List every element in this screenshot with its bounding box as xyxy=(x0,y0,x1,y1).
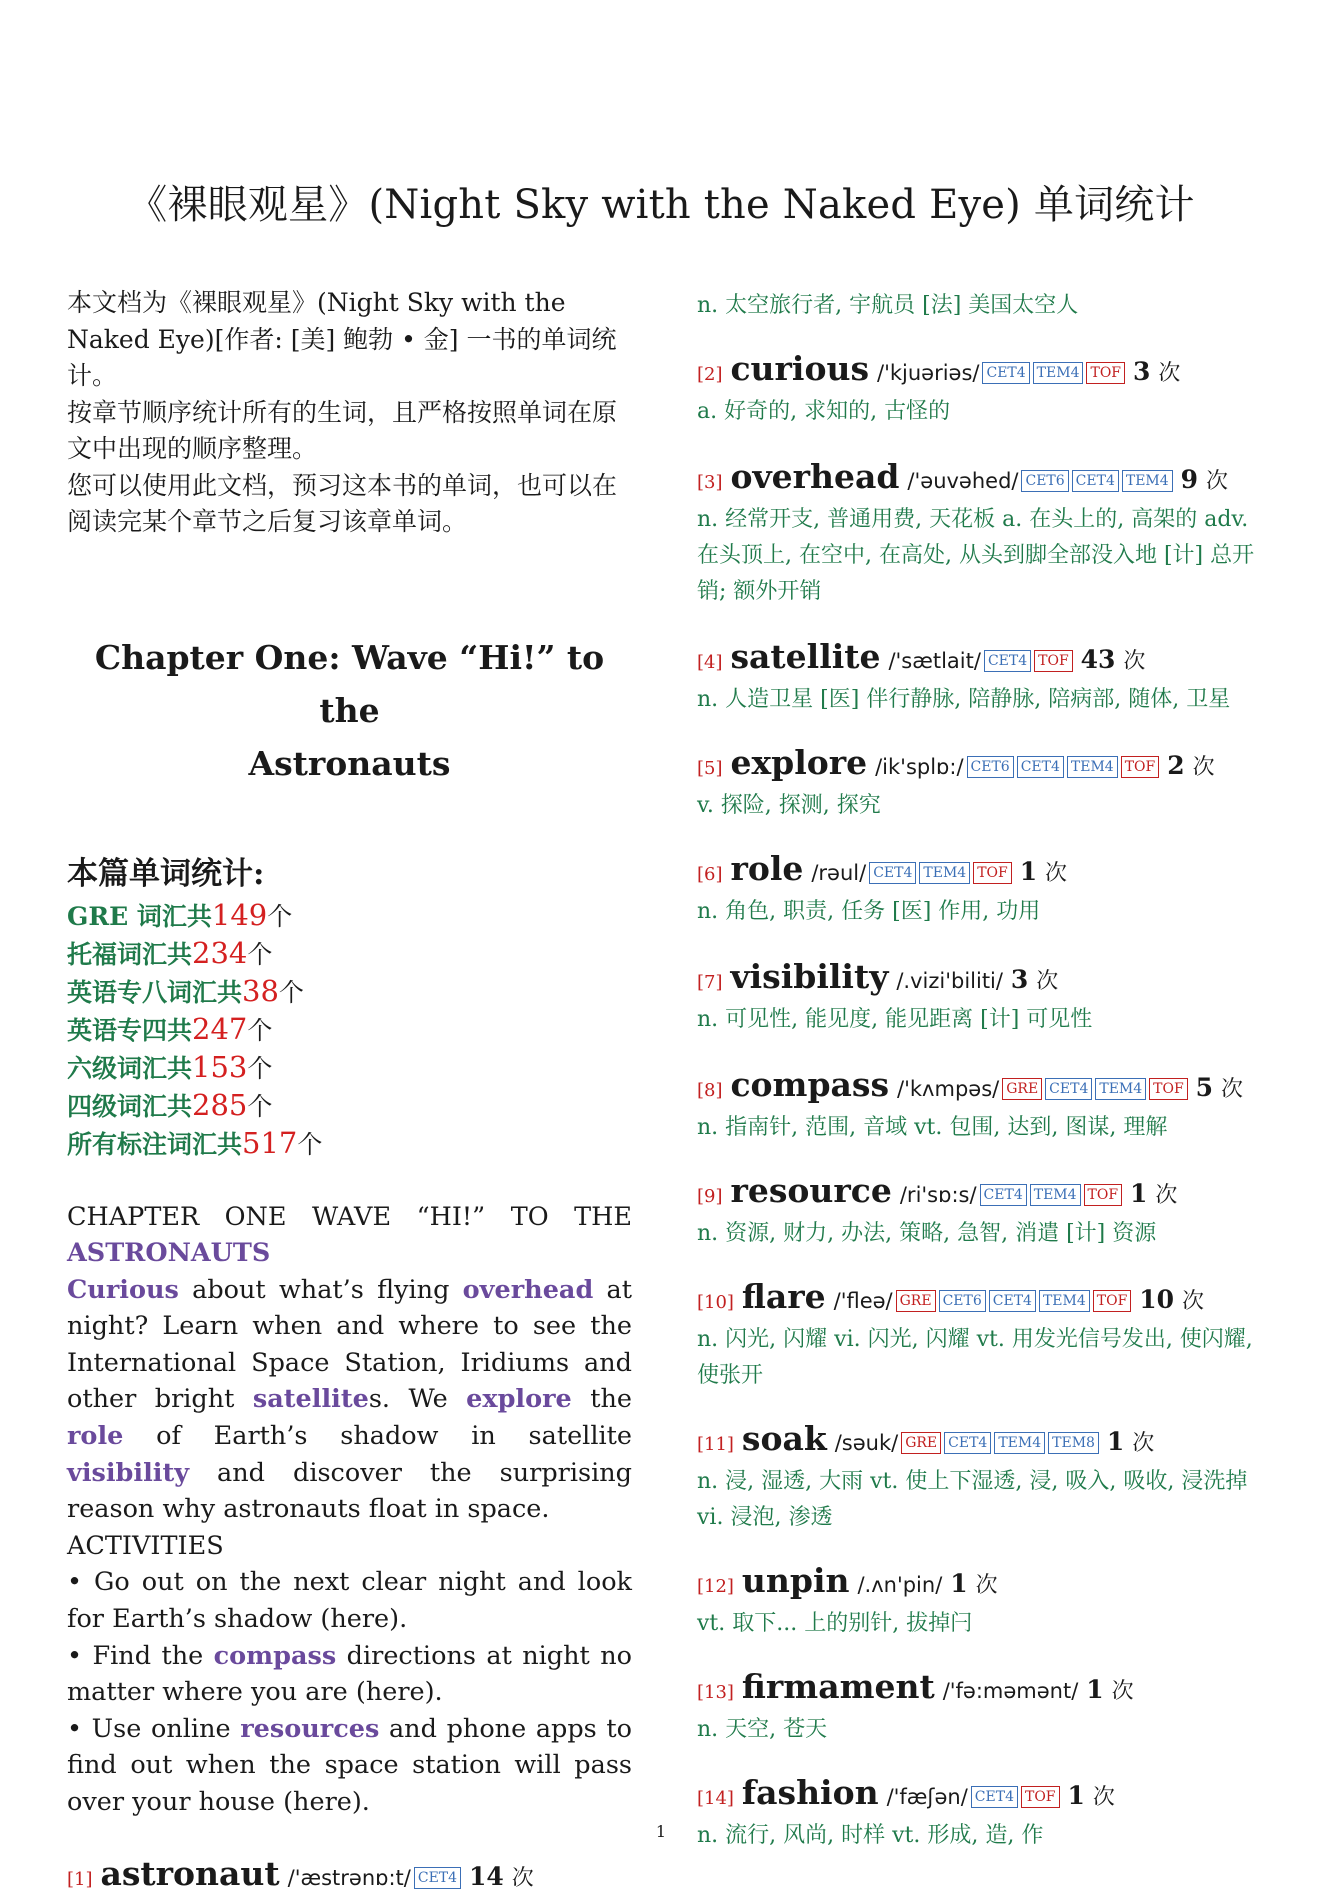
entry-count-unit: 次 xyxy=(1132,1431,1155,1456)
entry-word: satellite xyxy=(730,637,881,676)
exam-tag: TEM8 xyxy=(1048,1432,1099,1454)
stat-count: 38 xyxy=(242,973,279,1008)
entry-head xyxy=(67,1855,632,1899)
entry-head xyxy=(697,1668,1272,1712)
passage-text: • Find the xyxy=(67,1640,214,1671)
keyword: role xyxy=(67,1421,124,1452)
stat-row xyxy=(67,935,632,973)
entry-index: [1] xyxy=(67,1868,93,1890)
chapter-heading-line: Chapter One: Wave “Hi!” to the xyxy=(94,637,605,730)
entry-index: [2] xyxy=(697,364,723,385)
entry-count-unit: 次 xyxy=(1092,1785,1115,1810)
entry-count-unit: 次 xyxy=(511,1865,534,1891)
entry-count: 1 xyxy=(1067,1781,1085,1810)
passage-text: of Earth’s shadow in satellite xyxy=(123,1421,632,1452)
entry-definition: v. 探险, 探测, 探究 xyxy=(697,793,881,818)
word-entry xyxy=(697,1668,1272,1748)
exam-tag: GRE xyxy=(1002,1078,1042,1100)
exam-tag: TEM4 xyxy=(1122,470,1173,492)
word-entry xyxy=(697,458,1272,610)
entry-count-unit: 次 xyxy=(1123,649,1146,674)
entry-definition: a. 好奇的, 求知的, 古怪的 xyxy=(697,399,951,424)
entry-definition: n. 经常开支, 普通用费, 天花板 a. 在头上的, 高架的 adv. 在头顶上, 在空中, 在高处, 从头到脚全部没入地 [计] 总开销; 额外开销 xyxy=(697,507,1255,604)
entry-word: explore xyxy=(730,743,868,782)
entry-head xyxy=(697,1172,1272,1216)
keyword: ASTRONAUTS xyxy=(67,1238,271,1269)
stat-label: 英语专八词汇共 xyxy=(67,977,243,1007)
entry-word: soak xyxy=(741,1419,827,1458)
entry-index: [7] xyxy=(697,972,723,993)
entry-count: 1 xyxy=(950,1569,968,1598)
exam-tag: CET4 xyxy=(989,1290,1036,1312)
exam-tag: CET4 xyxy=(980,1184,1027,1206)
entry-count-unit: 次 xyxy=(1182,1289,1205,1314)
entry-index: [4] xyxy=(697,652,723,673)
stat-count: 517 xyxy=(242,1125,298,1160)
stat-label: 六级词汇共 xyxy=(67,1053,193,1083)
entry-count: 5 xyxy=(1195,1073,1214,1102)
entry-count: 9 xyxy=(1180,465,1199,494)
entry-definition: n. 太空旅行者, 宇航员 [法] 美国太空人 xyxy=(697,293,1079,318)
activities-heading: ACTIVITIES xyxy=(67,1530,224,1561)
exam-tag: TOF xyxy=(1084,1184,1123,1206)
activity-bullet xyxy=(67,1711,632,1821)
entry-phonetic: /ik'splɒ:/ xyxy=(875,755,964,779)
exam-tag: TEM4 xyxy=(994,1432,1045,1454)
entry-count-unit: 次 xyxy=(1158,361,1181,386)
stat-unit: 个 xyxy=(247,939,273,969)
entry-count-unit: 次 xyxy=(1155,1183,1178,1208)
entry-count: 3 xyxy=(1010,965,1029,994)
entry-phonetic: /'fæʃən/ xyxy=(886,1785,968,1809)
stat-unit: 个 xyxy=(297,1129,323,1159)
entry-count: 43 xyxy=(1080,645,1116,674)
word-entry xyxy=(697,958,1272,1038)
word-entry xyxy=(697,744,1272,824)
left-entry-list xyxy=(67,1855,632,1899)
keyword: resources xyxy=(240,1713,380,1744)
keyword: Curious xyxy=(67,1274,179,1305)
exam-tag: CET4 xyxy=(971,1786,1018,1808)
passage-text: directions at night no matter where you are (here). xyxy=(67,1640,632,1708)
exam-tag: CET6 xyxy=(939,1290,986,1312)
entry-word: fashion xyxy=(741,1773,879,1812)
passage-text: the xyxy=(571,1384,632,1415)
exam-tag: CET4 xyxy=(944,1432,991,1454)
right-column xyxy=(697,288,1272,1854)
entry-head xyxy=(697,850,1272,894)
entry-word: overhead xyxy=(730,457,900,496)
entry-phonetic: /'kʌmpəs/ xyxy=(897,1077,1000,1101)
exam-tag: TEM4 xyxy=(1095,1078,1146,1100)
entry-definition: n. 天空, 苍天 xyxy=(697,1717,828,1742)
entry-count: 10 xyxy=(1139,1285,1175,1314)
stat-count: 234 xyxy=(192,935,248,970)
entry-phonetic: /'sætlait/ xyxy=(888,649,981,673)
exam-tag: TEM4 xyxy=(1033,362,1084,384)
stat-count: 149 xyxy=(211,897,268,932)
exam-tag: CET6 xyxy=(967,756,1014,778)
entry-phonetic: /'æstrənɒ:t/ xyxy=(287,1865,411,1890)
entry-phonetic: /ri'sɒ:s/ xyxy=(899,1183,977,1207)
entry-word: firmament xyxy=(741,1667,935,1706)
entry-head xyxy=(697,638,1272,682)
exam-tag: TOF xyxy=(973,862,1012,884)
entry-count-unit: 次 xyxy=(975,1573,998,1598)
entry-phonetic: /səuk/ xyxy=(834,1431,899,1455)
stat-unit: 个 xyxy=(247,1015,273,1045)
entry-definition: n. 可见性, 能见度, 能见距离 [计] 可见性 xyxy=(697,1007,1093,1032)
entry-count: 14 xyxy=(469,1861,504,1891)
stat-unit: 个 xyxy=(267,901,293,931)
entry-definition: n. 资源, 财力, 办法, 策略, 急智, 消遣 [计] 资源 xyxy=(697,1221,1157,1246)
entry-word: astronaut xyxy=(100,1853,280,1893)
activity-bullet: • Go out on the next clear night and look for Earth’s shadow (here). xyxy=(67,1567,632,1635)
exam-tag: CET4 xyxy=(982,362,1029,384)
word-entry xyxy=(697,350,1272,430)
exam-tag: TEM4 xyxy=(1067,756,1118,778)
intro xyxy=(67,285,632,541)
entry-head xyxy=(697,1420,1272,1464)
exam-tag: TOF xyxy=(1149,1078,1188,1100)
passage-text: and phone apps to find out when the space station will pass over your house (here). xyxy=(67,1713,632,1817)
entry-definition: vt. 取下... 上的别针, 拔掉闩 xyxy=(697,1611,973,1636)
stat-label: GRE 词汇共 xyxy=(67,901,212,931)
entry-phonetic: /.vizi'biliti/ xyxy=(896,969,1003,993)
keyword: visibility xyxy=(67,1457,190,1488)
left-column xyxy=(67,285,632,1899)
exam-tag: CET4 xyxy=(414,1867,461,1889)
exam-tag: CET6 xyxy=(1021,470,1068,492)
exam-tag: TOF xyxy=(1121,756,1160,778)
chapter-heading xyxy=(67,631,632,790)
entry-count-unit: 次 xyxy=(1045,861,1068,886)
entry-definition: n. 角色, 职责, 任务 [医] 作用, 功用 xyxy=(697,899,1041,924)
passage xyxy=(67,1199,632,1821)
stat-row xyxy=(67,1087,632,1125)
exam-tag: TEM4 xyxy=(1039,1290,1090,1312)
stat-row xyxy=(67,1049,632,1087)
entry-index: [14] xyxy=(697,1788,734,1809)
keyword: overhead xyxy=(462,1274,594,1305)
exam-tag: CET4 xyxy=(869,862,916,884)
stats-list xyxy=(67,897,632,1163)
passage-text: • Use online xyxy=(67,1713,241,1744)
entry-definition: n. 浸, 湿透, 大雨 vt. 使上下湿透, 浸, 吸入, 吸收, 浸洗掉 vi. 浸泡, 渗透 xyxy=(697,1469,1248,1530)
stats-title: 本篇单词统计: xyxy=(67,855,265,892)
entry-phonetic: /'əuvəhed/ xyxy=(907,469,1019,493)
entry-head xyxy=(697,1066,1272,1110)
chapter-heading-line: Astronauts xyxy=(248,743,451,783)
exam-tag: TEM4 xyxy=(919,862,970,884)
entry-index: [10] xyxy=(697,1292,734,1313)
entry-count-unit: 次 xyxy=(1221,1077,1244,1102)
stat-label: 英语专四共 xyxy=(67,1015,193,1045)
stat-count: 285 xyxy=(192,1087,248,1122)
stat-unit: 个 xyxy=(278,977,304,1007)
word-entry xyxy=(697,1774,1272,1854)
exam-tag: CET4 xyxy=(984,650,1031,672)
entry-head xyxy=(697,958,1272,1002)
word-entry xyxy=(697,1066,1272,1146)
word-entry xyxy=(67,1855,632,1899)
entry-phonetic: /'kjuəriəs/ xyxy=(877,361,980,385)
entry-count: 1 xyxy=(1130,1179,1148,1208)
intro-line: 按章节顺序统计所有的生词，且严格按照单词在原文中出现的顺序整理。 xyxy=(67,397,618,463)
passage-text: s. We xyxy=(368,1384,467,1415)
exam-tag: GRE xyxy=(901,1432,941,1454)
exam-tag: GRE xyxy=(896,1290,936,1312)
passage-header-text: CHAPTER ONE WAVE “HI!” TO THE xyxy=(67,1201,632,1232)
passage-header xyxy=(67,1199,632,1272)
keyword: satellite xyxy=(252,1384,369,1415)
passage-text: at night? Learn when and where to see the International Space Station, Iridiums and other bright xyxy=(67,1274,632,1415)
stat-count: 153 xyxy=(192,1049,248,1084)
stat-row xyxy=(67,897,632,935)
stat-label: 四级词汇共 xyxy=(67,1091,193,1121)
entry-word: compass xyxy=(730,1065,890,1104)
entry-count-unit: 次 xyxy=(1111,1679,1134,1704)
entry-index: [6] xyxy=(697,864,723,885)
entry-count: 1 xyxy=(1019,857,1038,886)
intro-line: 您可以使用此文档，预习这本书的单词，也可以在阅读完某个章节之后复习该章单词。 xyxy=(67,470,618,536)
word-entry xyxy=(697,1562,1272,1642)
entry-count: 1 xyxy=(1106,1427,1125,1456)
word-entry xyxy=(697,1278,1272,1394)
entry-word: unpin xyxy=(741,1561,850,1600)
entry-head xyxy=(697,744,1272,788)
exam-tag: CET4 xyxy=(1045,1078,1092,1100)
entry-count: 1 xyxy=(1086,1675,1104,1704)
right-entry-list xyxy=(697,288,1272,1854)
entry-head xyxy=(697,1562,1272,1606)
entry-index: [13] xyxy=(697,1682,734,1703)
stat-label: 托福词汇共 xyxy=(67,939,193,969)
exam-tag: TOF xyxy=(1086,362,1125,384)
entry-count-unit: 次 xyxy=(1036,969,1059,994)
entry-word: visibility xyxy=(730,957,889,996)
entry-word: curious xyxy=(730,349,870,388)
entry-word: role xyxy=(730,849,804,888)
word-entry xyxy=(697,850,1272,930)
entry-definition: n. 流行, 风尚, 时样 vt. 形成, 造, 作 xyxy=(697,1823,1044,1848)
exam-tag: CET4 xyxy=(1072,470,1119,492)
entry-phonetic: /rəul/ xyxy=(811,861,867,885)
exam-tag: TOF xyxy=(1021,1786,1060,1808)
stat-unit: 个 xyxy=(247,1091,273,1121)
entry-index: [3] xyxy=(697,472,723,493)
entry-definition: n. 闪光, 闪耀 vi. 闪光, 闪耀 vt. 用发光信号发出, 使闪耀, 使张开 xyxy=(697,1327,1253,1388)
page-title: 《裸眼观星》(Night Sky with the Naked Eye) 单词统计 xyxy=(127,181,1195,228)
exam-tag: TOF xyxy=(1034,650,1073,672)
entry-count: 3 xyxy=(1132,357,1151,386)
activity-bullet xyxy=(67,1638,632,1711)
exam-tag: TEM4 xyxy=(1030,1184,1081,1206)
intro-line: 本文档为《裸眼观星》(Night Sky with the Naked Eye)[作者: [美] 鲍勃 • 金] 一书的单词统计。 xyxy=(67,288,617,390)
stat-row xyxy=(67,1011,632,1049)
entry-phonetic: /'fə:məmənt/ xyxy=(942,1679,1079,1703)
entry-definition: n. 人造卫星 [医] 伴行静脉, 陪静脉, 陪病部, 随体, 卫星 xyxy=(697,687,1231,712)
exam-tag: CET4 xyxy=(1017,756,1064,778)
stat-label: 所有标注词汇共 xyxy=(67,1129,243,1159)
entry-index: [5] xyxy=(697,758,723,779)
stat-count: 247 xyxy=(192,1011,248,1046)
entry-phonetic: /.ʌn'pin/ xyxy=(857,1573,943,1597)
exam-tag: TOF xyxy=(1093,1290,1132,1312)
passage-text: and discover the surprising reason why astronauts float in space. xyxy=(67,1457,632,1525)
entry-head xyxy=(697,350,1272,394)
keyword: explore xyxy=(466,1384,572,1415)
passage-text: about what’s flying xyxy=(178,1274,463,1305)
keyword: compass xyxy=(213,1640,337,1671)
entry-word: resource xyxy=(730,1171,892,1210)
word-entry xyxy=(697,1172,1272,1252)
entry-count-unit: 次 xyxy=(1192,755,1215,780)
entry-index: [8] xyxy=(697,1080,723,1101)
stat-unit: 个 xyxy=(247,1053,273,1083)
entry-definition: n. 指南针, 范围, 音域 vt. 包围, 达到, 图谋, 理解 xyxy=(697,1115,1168,1140)
entry-phonetic: /'fleə/ xyxy=(833,1289,893,1313)
page-number: 1 xyxy=(655,1822,667,1841)
entry-count-unit: 次 xyxy=(1205,469,1228,494)
entry-count: 2 xyxy=(1167,751,1185,780)
passage-paragraph xyxy=(67,1272,632,1528)
entry-head xyxy=(697,1774,1272,1818)
entry-index: [12] xyxy=(697,1576,734,1597)
stat-row xyxy=(67,1125,632,1163)
entry-head xyxy=(697,1278,1272,1322)
entry-index: [11] xyxy=(697,1434,734,1455)
word-entry xyxy=(697,1420,1272,1536)
entry-index: [9] xyxy=(697,1186,723,1207)
word-entry xyxy=(697,638,1272,718)
entry-word: flare xyxy=(741,1277,826,1316)
entry-head xyxy=(697,458,1272,502)
stat-row xyxy=(67,973,632,1011)
